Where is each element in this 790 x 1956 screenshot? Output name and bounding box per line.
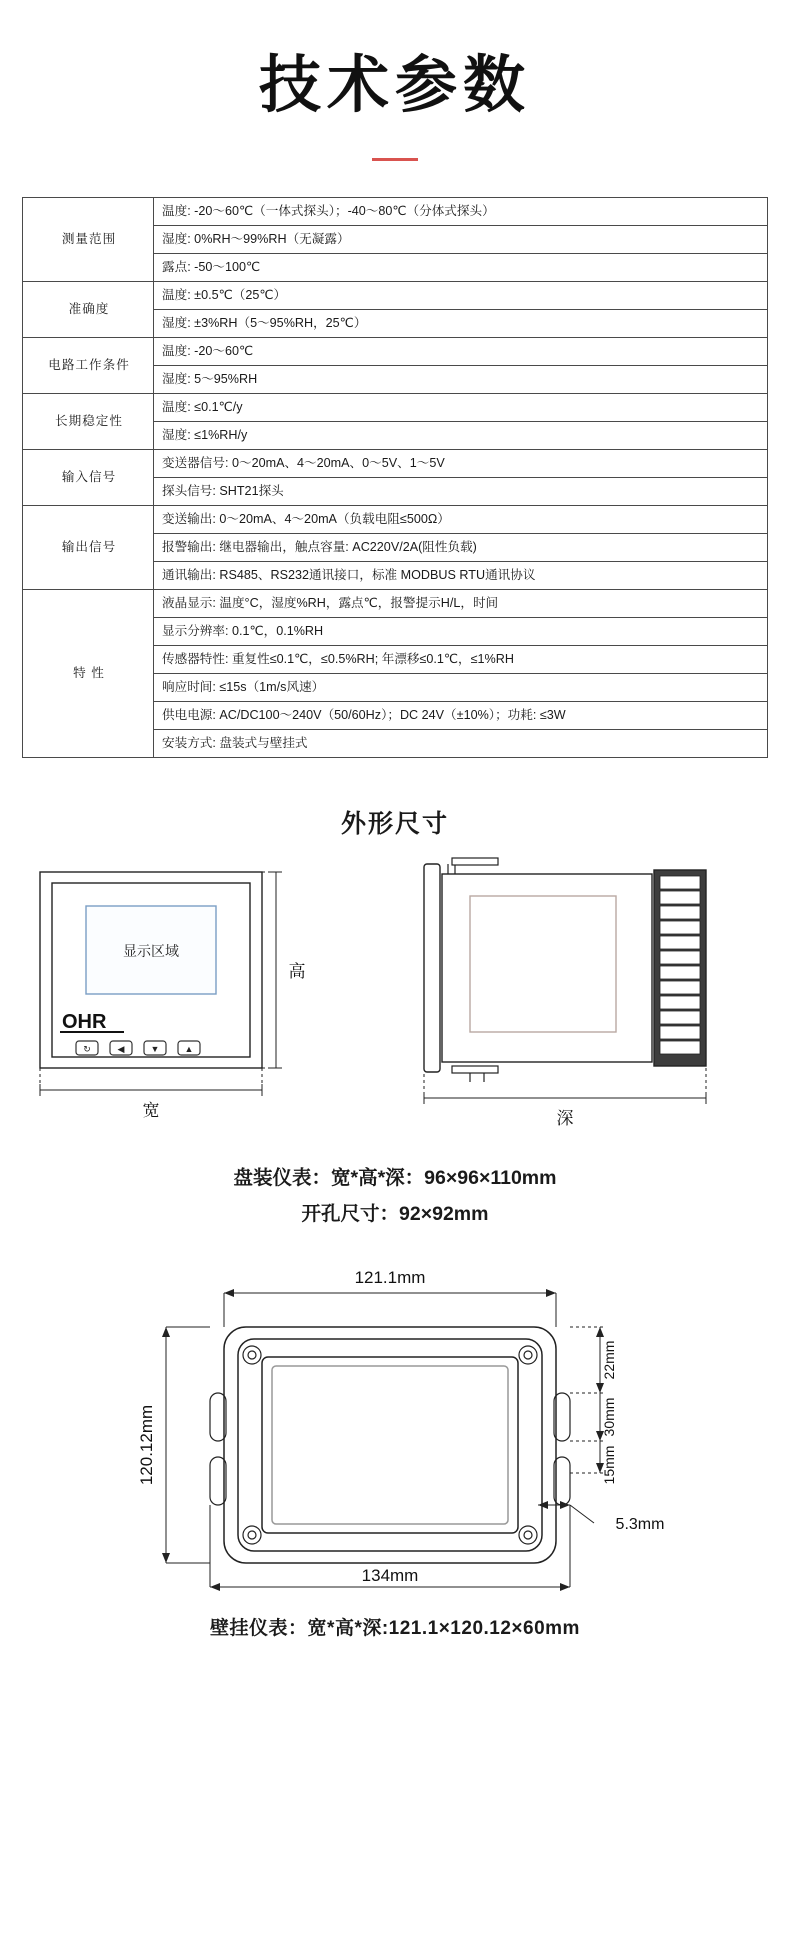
button-left-icon: ◀ — [117, 1044, 125, 1055]
table-row — [23, 590, 768, 618]
wall-caption: 壁挂仪表：宽*高*深:121.1×120.12×60mm — [210, 1618, 580, 1640]
spec-table-body — [23, 198, 768, 758]
dimensions-heading: 外形尺寸 — [340, 810, 449, 839]
spec-value: 湿度: ±3%RH（5～95%RH，25℃） — [154, 310, 768, 338]
spec-category: 测量范围 — [23, 198, 154, 282]
spec-table — [22, 197, 768, 758]
spec-value: 传感器特性: 重复性≤0.1℃，≤0.5%RH; 年漂移≤0.1℃，≤1%RH — [154, 646, 768, 674]
wall-left-dimension: 120.12mm — [137, 1405, 156, 1486]
table-row — [23, 282, 768, 310]
spec-value: 供电电源: AC/DC100～240V（50/60Hz）；DC 24V（±10%）；功耗: ≤3W — [154, 702, 768, 730]
spec-value: 温度: -20～60℃（一体式探头）；-40～80℃（分体式探头） — [154, 198, 768, 226]
display-area-label: 显示区域 — [123, 943, 179, 960]
wall-meter-drawing — [0, 1265, 790, 1595]
spec-value: 响应时间: ≤15s（1m/s风速） — [154, 674, 768, 702]
spec-value: 温度: ±0.5℃（25℃） — [154, 282, 768, 310]
spec-value: 探头信号: SHT21探头 — [154, 478, 768, 506]
button-down-icon: ▼ — [150, 1044, 160, 1055]
panel-caption-line2: 开孔尺寸：92×92mm — [301, 1203, 489, 1226]
width-label: 宽 — [142, 1101, 160, 1121]
panel-meter-drawing — [0, 850, 790, 1155]
spec-value: 液晶显示: 温度°C，湿度%RH，露点℃，报警提示H/L，时间 — [154, 590, 768, 618]
spec-category: 输出信号 — [23, 506, 154, 590]
wall-bottom-dimension: 134mm — [361, 1566, 419, 1586]
height-label: 高 — [288, 962, 306, 982]
brand-logo: OHR — [62, 1011, 107, 1034]
wall-drawing-block — [0, 1265, 790, 1595]
table-row — [23, 506, 768, 534]
spec-value: 显示分辨率: 0.1℃，0.1%RH — [154, 618, 768, 646]
wall-right-dimension-2: 30mm — [601, 1397, 617, 1437]
spec-value: 湿度: ≤1%RH/y — [154, 422, 768, 450]
page-title: 技术参数 — [258, 51, 531, 120]
table-row — [23, 450, 768, 478]
spec-value: 报警输出: 继电器输出，触点容量: AC220V/2A(阻性负载) — [154, 534, 768, 562]
spec-value: 安装方式: 盘装式与壁挂式 — [154, 730, 768, 758]
spec-value: 湿度: 5～95%RH — [154, 366, 768, 394]
spec-value: 变送器信号: 0～20mA、4～20mA、0～5V、1～5V — [154, 450, 768, 478]
button-up-icon: ▲ — [184, 1044, 194, 1055]
depth-label: 深 — [556, 1109, 574, 1129]
spec-value: 通讯输出: RS485、RS232通讯接口，标准 MODBUS RTU通讯协议 — [154, 562, 768, 590]
spec-category: 特 性 — [23, 590, 154, 758]
table-row — [23, 198, 768, 226]
spec-value: 变送输出: 0～20mA、4～20mA（负载电阻≤500Ω） — [154, 506, 768, 534]
wall-right-dimension-1: 22mm — [601, 1340, 617, 1380]
wall-top-dimension: 121.1mm — [354, 1268, 426, 1288]
button-power-icon: ↻ — [83, 1044, 91, 1055]
spec-value: 湿度: 0%RH～99%RH（无凝露） — [154, 226, 768, 254]
spec-value: 露点: -50～100℃ — [154, 254, 768, 282]
panel-caption-line1: 盘装仪表：宽*高*深：96×96×110mm — [233, 1167, 557, 1190]
spec-value: 温度: ≤0.1℃/y — [154, 394, 768, 422]
wall-right-dimension-3: 15mm — [601, 1445, 617, 1485]
spec-table-wrap — [0, 161, 790, 758]
wall-callout-dimension: 5.3mm — [615, 1516, 665, 1534]
table-row — [23, 394, 768, 422]
spec-category: 准确度 — [23, 282, 154, 338]
spec-value: 温度: -20～60℃ — [154, 338, 768, 366]
panel-drawing-block — [0, 850, 790, 1155]
spec-category: 长期稳定性 — [23, 394, 154, 450]
spec-category: 输入信号 — [23, 450, 154, 506]
table-row — [23, 338, 768, 366]
spec-category: 电路工作条件 — [23, 338, 154, 394]
